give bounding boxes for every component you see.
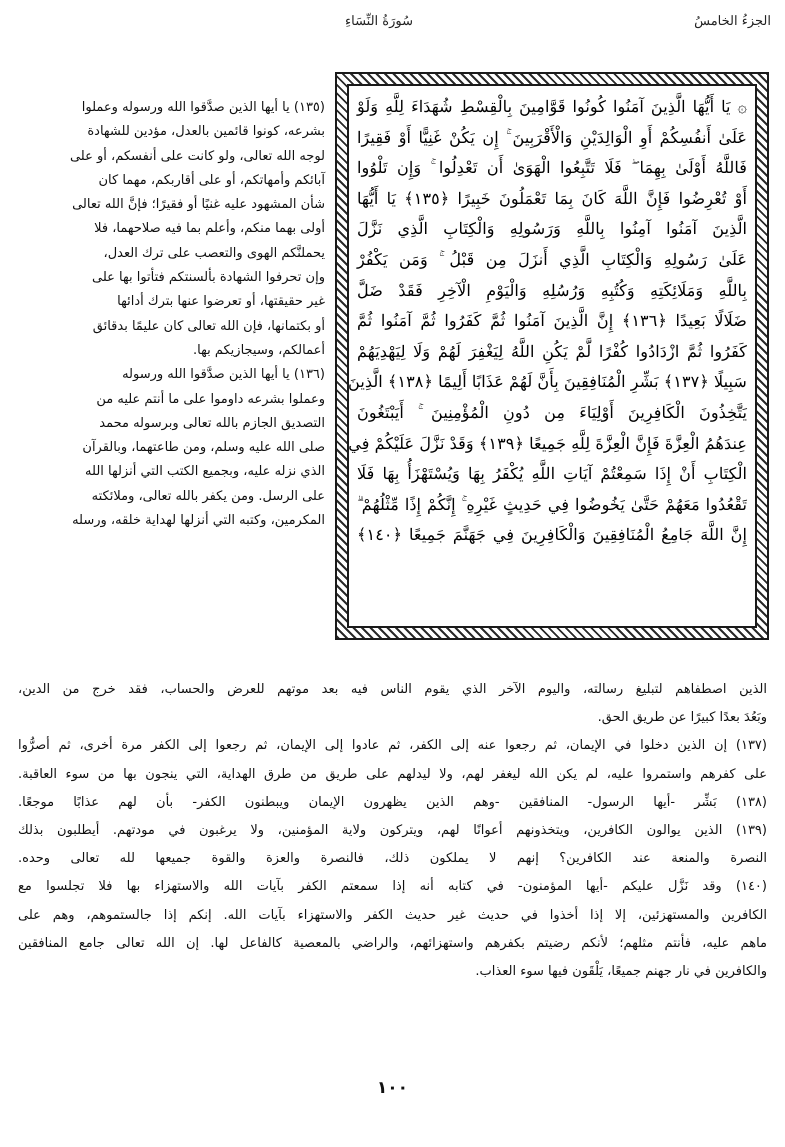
tafsir-line: (١٣٧) إن الذين دخلوا في الإيمان، ثم رجعوا عنه إلى الكفر، ثم عادوا إلى الإيمان، ثم رجعوا إلى الكفر مرة أخرى، ثم أصرُّوا: [18, 738, 767, 754]
quran-ornamental-frame: [335, 72, 769, 640]
tafsir-line: أو بكتمانها، فإن الله تعالى كان عليمًا بدقائق: [92, 318, 325, 334]
tafsir-line: على الرسل. ومن يكفر بالله تعالى، وملائكته: [91, 488, 325, 504]
tafsir-line: الذي نزله عليه، وبجميع الكتب التي أنزلها الله: [85, 464, 325, 480]
tafsir-line: أعمالكم، وسيجازيكم بها.: [193, 342, 325, 358]
quran-line: عِندَهُمُ الْعِزَّةَ فَإِنَّ الْعِزَّةَ لِلَّهِ جَمِيعًا ﴿١٣٩﴾ وَقَدْ نَزَّلَ عَلَيْكُمْ فِي: [348, 433, 747, 453]
quran-line: الَّذِينَ آمَنُوا آمِنُوا بِاللَّهِ وَرَسُولِهِ وَالْكِتَابِ الَّذِي نَزَّلَ: [357, 219, 747, 239]
tafsir-line: شأن المشهود عليه غنيًا أو فقيرًا؛ فإنَّ الله تعالى: [72, 197, 325, 213]
quran-line: عَلَىٰ رَسُولِهِ وَالْكِتَابِ الَّذِي أَنزَلَ مِن قَبْلُ ۚ وَمَن يَكْفُرْ: [357, 249, 747, 269]
tafsir-line: (١٣٨) بَشِّر -أيها الرسول- المنافقين -وهم الذين يظهرون الإيمان ويبطنون الكفر- بأن لهم عذابًا موجعًا.: [18, 794, 767, 810]
tafsir-line: وإن تحرفوا الشهادة بألسنتكم فتأتوا بها على: [91, 270, 325, 286]
tafsir-line: (١٣٩) الذين يوالون الكافرين، ويتخذونهم أعوانًا لهم، ويتركون ولاية المؤمنين، ولا يرغبون في مودتهم. أيطلبون بذلك: [18, 823, 767, 839]
tafsir-line: التصديق الجازم بالله تعالى وبرسوله محمد: [99, 415, 325, 431]
tafsir-side-column: [18, 96, 325, 533]
quran-line: إِنَّ اللَّهَ جَامِعُ الْمُنَافِقِينَ وَالْكَافِرِينَ فِي جَهَنَّمَ جَمِيعًا ﴿١٤٠﴾: [357, 525, 747, 545]
quran-line: عَلَىٰ أَنفُسِكُمْ أَوِ الْوَالِدَيْنِ وَالْأَقْرَبِينَ ۚ إِن يَكُنْ غَنِيًّا أَوْ فَقِيرًا: [357, 127, 747, 147]
tafsir-line: الكافرين والمستهزئين، إلا إذا أخذوا في حديث غير حديث الكفر والاستهزاء بآيات الله. إنكم إذا جالستموهم، وهم على: [18, 907, 767, 923]
quran-line: فَاللَّهُ أَوْلَىٰ بِهِمَا ۖ فَلَا تَتَّبِعُوا الْهَوَىٰ أَن تَعْدِلُوا ۚ وَإِن تَلْوُوا: [357, 158, 747, 178]
tafsir-line: لوجه الله تعالى، ولو كانت على أنفسكم، أو على: [69, 148, 325, 164]
tafsir-line: على كفرهم واستمروا عليه، لم يكن الله ليغفر لهم، ولا ليدلهم على طريق من طرق الهداية، التي ينجون بها من سوء العاقبة.: [18, 766, 767, 782]
quran-line: الْكِتَابِ أَنْ إِذَا سَمِعْتُمْ آيَاتِ اللَّهِ يُكْفَرُ بِهَا وَيُسْتَهْزَأُ بِهَا فَلَا: [357, 464, 747, 484]
quran-line: بِاللَّهِ وَمَلَائِكَتِهِ وَكُتُبِهِ وَرُسُلِهِ وَالْيَوْمِ الْآخِرِ فَقَدْ ضَلَّ: [357, 280, 747, 300]
quran-line: سَبِيلًا ﴿١٣٧﴾ بَشِّرِ الْمُنَافِقِينَ بِأَنَّ لَهُمْ عَذَابًا أَلِيمًا ﴿١٣٨﴾ الَّذِينَ: [348, 372, 747, 392]
page-number: ١٠٠: [376, 1078, 409, 1098]
quran-line: أَوْ تُعْرِضُوا فَإِنَّ اللَّهَ كَانَ بِمَا تَعْمَلُونَ خَبِيرًا ﴿١٣٥﴾ يَا أَيُّهَا: [357, 188, 747, 208]
tafsir-line: الذين اصطفاهم لتبليغ رسالته، واليوم الآخر الذي يقوم الناس فيه بعد موتهم للعرض والحساب، فقد خرج من الدين،: [18, 682, 767, 697]
quran-text-box: [347, 84, 757, 628]
quran-line: تَقْعُدُوا مَعَهُمْ حَتَّىٰ يَخُوضُوا فِي حَدِيثٍ غَيْرِهِ ۚ إِنَّكُمْ إِذًا مِّثْلُهُمْ ۗ: [357, 494, 747, 514]
tafsir-line: بشرعه، كونوا قائمين بالعدل، مؤدين للشهادة: [87, 124, 325, 140]
juz-header: الجزءُ الخامسُ: [694, 14, 771, 29]
tafsir-line: وعملوا بشرعه داوموا على ما أنتم عليه من: [96, 391, 325, 407]
tafsir-line: صلى الله عليه وسلم، ومن طاعتهما، وبالقرآن: [82, 440, 325, 456]
tafsir-line: غير حقيقتها، أو تعرضوا عنها بترك أدائها: [117, 294, 325, 310]
tafsir-line: المكرمين، وكتبه التي أنزلها لهداية خلقه، ورسله: [72, 513, 325, 529]
quran-line: ۞ يَا أَيُّهَا الَّذِينَ آمَنُوا كُونُوا قَوَّامِينَ بِالْقِسْطِ شُهَدَاءَ لِلَّهِ وَلَوْ: [357, 97, 747, 116]
tafsir-line: أولى بهما منكم، وأعلم بما فيه صلاحهما، فلا: [94, 221, 325, 237]
tafsir-line: النصرة والمنعة عند الكافرين؟ إنهم لا يملكون ذلك، فالنصرة والعزة والقوة جميعها لله تعالى وحده.: [18, 851, 767, 867]
quran-line: ضَلَالًا بَعِيدًا ﴿١٣٦﴾ إِنَّ الَّذِينَ آمَنُوا ثُمَّ كَفَرُوا ثُمَّ آمَنُوا ثُمَّ: [357, 311, 747, 331]
surah-header: سُورَةُ النِّسَاءِ: [345, 14, 413, 29]
tafsir-line: (١٣٥) يا أيها الذين صدَّقوا الله ورسوله وعملوا: [81, 100, 325, 115]
quran-line: يَتَّخِذُونَ الْكَافِرِينَ أَوْلِيَاءَ مِن دُونِ الْمُؤْمِنِينَ ۚ أَيَبْتَغُونَ: [357, 402, 747, 422]
tafsir-line: والكافرين في نار جهنم جميعًا، يَلْقَون فيها سوء العذاب.: [475, 964, 767, 980]
tafsir-line: (١٣٦) يا أيها الذين صدَّقوا الله ورسوله: [122, 367, 325, 383]
tafsir-line: آبائكم وأمهاتكم، أو على أقاربكم، مهما كان: [98, 172, 325, 188]
tafsir-line: وبَعُدَ بعدًا كبيرًا عن طريق الحق.: [597, 710, 767, 726]
tafsir-line: (١٤٠) وقد نَزَّل عليكم -أيها المؤمنون- في كتابه أنه إذا سمعتم الكفر بآيات الله والاستهزاء بها فلا تجلسوا مع: [18, 879, 767, 895]
tafsir-line: يحملنَّكم الهوى والتعصب على ترك العدل،: [103, 245, 325, 261]
quran-line: كَفَرُوا ثُمَّ ازْدَادُوا كُفْرًا لَّمْ يَكُنِ اللَّهُ لِيَغْفِرَ لَهُمْ وَلَا لِيَهْدِيَهُمْ: [357, 341, 747, 361]
tafsir-line: ماهم عليه، فأنتم مثلهم؛ لأنكم رضيتم بكفرهم واستهزائهم، والراضي بالمعصية كالفاعل لها. إن الله تعالى جامع المنافقين: [18, 935, 767, 951]
tafsir-full-width: [18, 676, 767, 986]
